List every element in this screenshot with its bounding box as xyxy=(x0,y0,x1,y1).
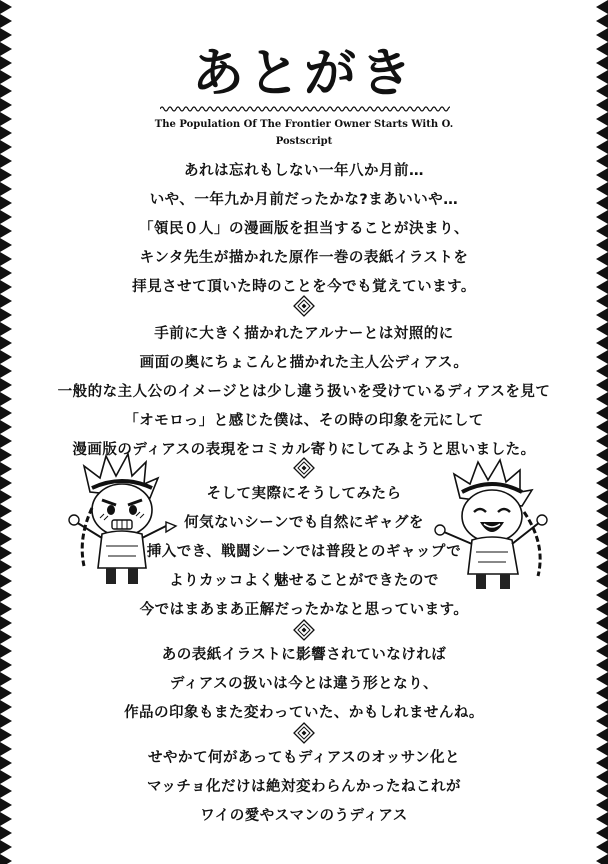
body-line: キンタ先生が描かれた原作一巻の表紙イラストを xyxy=(139,250,469,266)
wavy-underline xyxy=(160,104,450,114)
diamond-ornament-icon xyxy=(293,295,315,317)
body-line: せやかて何があってもディアスのオッサン化と xyxy=(148,750,460,766)
body-line: ディアスの扱いは今とは違う形となり、 xyxy=(169,676,439,692)
body-line: 「オモロっ」と感じた僕は、その時の印象を元にして xyxy=(124,413,484,429)
body-line: マッチョ化だけは絶対変わらんかったねこれが xyxy=(147,779,461,795)
body-line: 「領民０人」の漫画版を担当することが決まり、 xyxy=(139,221,469,237)
body-line: 拝見させて頂いた時のことを今でも覚えています。 xyxy=(132,279,476,295)
diamond-ornament-icon xyxy=(293,619,315,641)
body-line: ワイの愛やスマンのうディアス xyxy=(200,808,408,824)
chibi-character-laughing xyxy=(428,452,558,592)
subtitle-english: The Population Of The Frontier Owner Starts With O. xyxy=(154,119,454,130)
body-line: 挿入でき、戦闘シーンでは普段とのギャップで xyxy=(146,544,462,560)
body-line: 漫画版のディアスの表現をコミカル寄りにしてみようと思いました。 xyxy=(72,442,536,458)
subtitle-postscript: Postscript xyxy=(275,136,333,147)
body-line: よりカッコよく魅せることができたので xyxy=(169,573,439,589)
body-line: あれは忘れもしない一年八か月前… xyxy=(184,163,424,179)
page-title: あとがき xyxy=(191,43,416,104)
body-line: 手前に大きく描かれたアルナーとは対照的に xyxy=(154,326,454,342)
body-line: そして実際にそうしてみたら xyxy=(206,486,402,502)
chibi-character-angry xyxy=(62,448,182,588)
body-line: 一般的な主人公のイメージとは少し違う扱いを受けているディアスを見て xyxy=(57,384,551,400)
diamond-ornament-icon xyxy=(293,722,315,744)
body-line: 作品の印象もまた変わっていた、かもしれませんね。 xyxy=(124,705,484,721)
body-line: いや、一年九か月前だったかな?まあいいや… xyxy=(149,192,459,208)
body-line: 画面の奥にちょこんと描かれた主人公ディアス。 xyxy=(139,355,469,371)
diamond-ornament-icon xyxy=(293,457,315,479)
body-line: あの表紙イラストに影響されていなければ xyxy=(161,647,447,663)
body-line: 今ではまあまあ正解だったかなと思っています。 xyxy=(139,602,469,618)
body-line: 何気ないシーンでも自然にギャグを xyxy=(184,515,424,531)
